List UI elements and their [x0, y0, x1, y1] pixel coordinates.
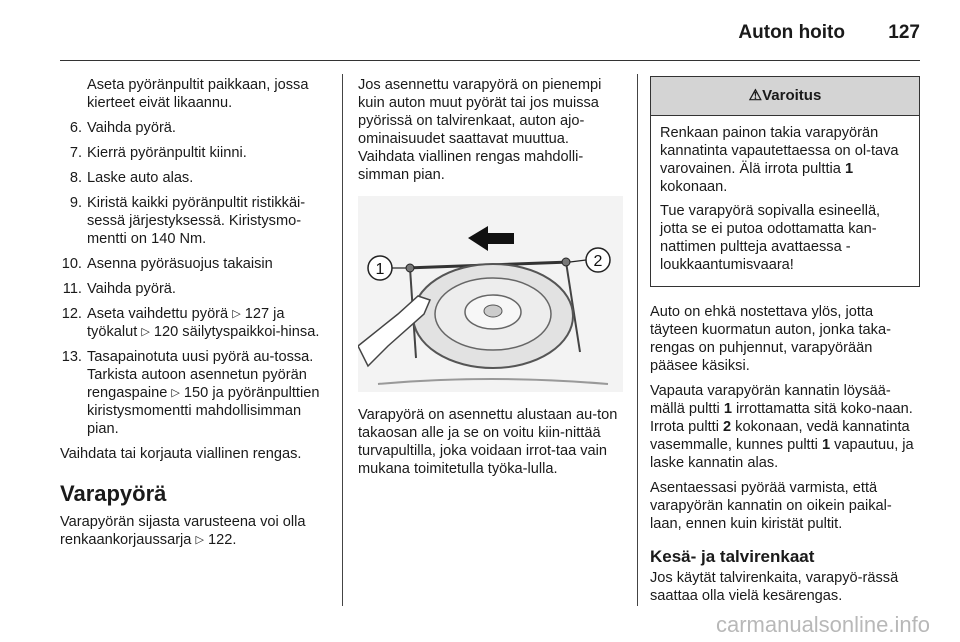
- step-text: ja pyöränpulttien kiristysmomentti mahdollisimman pian.: [87, 385, 320, 437]
- closing-text: Vaihdata tai korjauta viallinen rengas.: [60, 446, 302, 462]
- paragraph-text: Vapauta varapyörän kannatin löysää-mällä pultti: [650, 383, 891, 417]
- step-number: 8.: [69, 170, 82, 186]
- step-text: Kiristä kaikki pyöränpultit ristikkäi-sessä järjestyksessä. Kiristysmo-mentti on 140 Nm.: [87, 195, 306, 247]
- step-number: 7.: [69, 145, 82, 161]
- column-1: [60, 76, 332, 556]
- warning-box: [650, 76, 920, 287]
- column-divider-2: [637, 74, 638, 606]
- triangle-right-icon: ▷: [195, 534, 204, 546]
- paragraph: Auto on ehkä nostettava ylös, jotta täyteen kuormatun auton, jonka taka-rengas on puhjennut, varapyörään pääsee käsiksi.: [650, 304, 891, 374]
- list-item: [60, 305, 332, 341]
- step-number: 9.: [69, 195, 82, 211]
- paragraph-text: vapautuu, ja laske kannatin alas.: [650, 437, 914, 471]
- triangle-right-icon: ▷: [141, 326, 150, 338]
- column-3: [650, 76, 920, 612]
- paragraph: [650, 382, 920, 472]
- paragraph-text: irrottamatta sitä koko-naan. Irrota pultti: [650, 401, 913, 435]
- page-reference[interactable]: 127: [244, 306, 270, 322]
- warning-title: Varoitus: [762, 87, 822, 104]
- step-text: Laske auto alas.: [87, 170, 194, 186]
- page-reference[interactable]: 120: [153, 324, 179, 340]
- header-rule: [60, 60, 920, 61]
- paragraph: Asentaessasi pyörää varmista, että varapyörän kannatin on oikein paikal-laan, ennen kuin kiristät pultit.: [650, 480, 892, 532]
- step-text: Kierrä pyöränpultit kiinni.: [87, 145, 247, 161]
- bolt-number: 1: [723, 401, 732, 417]
- list-item: [60, 280, 332, 298]
- subsection-heading: Kesä- ja talvirenkaat: [650, 547, 815, 566]
- step-text: Asenna pyöräsuojus takaisin: [87, 256, 273, 272]
- warning-text: kokonaan.: [660, 179, 728, 195]
- step-text: Vaihda pyörä.: [87, 120, 176, 136]
- list-item: [60, 169, 332, 187]
- step-number: 10.: [61, 256, 82, 272]
- list-item: [60, 119, 332, 137]
- page-reference[interactable]: 150: [183, 385, 209, 401]
- bolt-number: 1: [844, 161, 854, 177]
- list-item: [60, 144, 332, 162]
- bolt-number: 1: [821, 437, 831, 453]
- watermark: carmanualsonline.info: [715, 612, 930, 637]
- step-number: 13.: [61, 349, 82, 365]
- list-item: [60, 255, 332, 273]
- paragraph: Varapyörä on asennettu alustaan au-ton takaosan alle ja se on voitu kiin-nittää turvapultilla, joka voidaan irrot-taa vain mukana toimitetulla työka-lulla.: [358, 407, 618, 477]
- section-heading: Varapyörä: [60, 481, 167, 506]
- page-reference[interactable]: 122.: [208, 532, 237, 548]
- list-item: [60, 194, 332, 248]
- page-number: 127: [888, 22, 920, 43]
- warning-paragraph: [660, 124, 910, 196]
- step-text: Vaihda pyörä.: [87, 281, 176, 297]
- list-item: [60, 348, 332, 438]
- spare-wheel-figure: [358, 196, 623, 392]
- step-intro-text: Aseta pyöränpultit paikkaan, jossa kierteet eivät likaannu.: [87, 77, 309, 111]
- page-header: [0, 0, 960, 60]
- bolt-number: 2: [723, 419, 732, 435]
- step-number: 11.: [62, 281, 82, 297]
- paragraph-text: Varapyörän sijasta varusteena voi olla renkaankorjaussarja: [60, 514, 306, 548]
- step-text: Tasapainotuta uusi pyörä au-tossa. Tarkista autoon asennetun pyörän rengaspaine: [87, 349, 314, 401]
- step-text: säilytyspaikkoi-hinsa.: [178, 324, 320, 340]
- step-text: ja työkalut: [87, 306, 285, 340]
- warning-text: Renkaan painon takia varapyörän kannatinta vapautettaessa on ol-tava varovainen. Älä irrota pulttia: [660, 125, 899, 177]
- section-title: Auton hoito: [738, 22, 845, 43]
- paragraph: Jos käytät talvirenkaita, varapyö-rässä saattaa olla vielä kesärengas.: [650, 570, 899, 604]
- warning-body: [651, 116, 919, 286]
- column-divider-1: [342, 74, 343, 606]
- step-text: Aseta vaihdettu pyörä: [87, 306, 233, 322]
- paragraph: Jos asennettu varapyörä on pienempi kuin auton muut pyörät tai jos muissa pyörissä on talvirenkaat, auton ajo-ominaisuudet saattavat muuttua. Vaihdata viallinen rengas mahdolli-simman pian.: [358, 77, 602, 183]
- column-2: [358, 76, 623, 485]
- heading-paragraph: [60, 513, 332, 549]
- warning-paragraph: Tue varapyörä sopivalla esineellä, jotta se ei putoa odottamatta kan-nattimen pultteja avattaessa - loukkaantumisvaara!: [660, 203, 881, 273]
- spare-wheel-illustration: [358, 196, 623, 392]
- callout-2: 2: [593, 253, 603, 270]
- warning-header: [651, 77, 919, 116]
- triangle-right-icon: ▷: [232, 308, 241, 320]
- step-intro: [60, 76, 332, 112]
- paragraph-text: kokonaan, vedä kannatinta vasemmalle, kunnes pultti: [650, 419, 910, 453]
- callout-1: 1: [375, 261, 385, 278]
- warning-triangle-icon: ⚠: [748, 87, 763, 104]
- triangle-right-icon: ▷: [171, 387, 180, 399]
- step-number: 12.: [61, 306, 82, 322]
- step-number: 6.: [69, 120, 82, 136]
